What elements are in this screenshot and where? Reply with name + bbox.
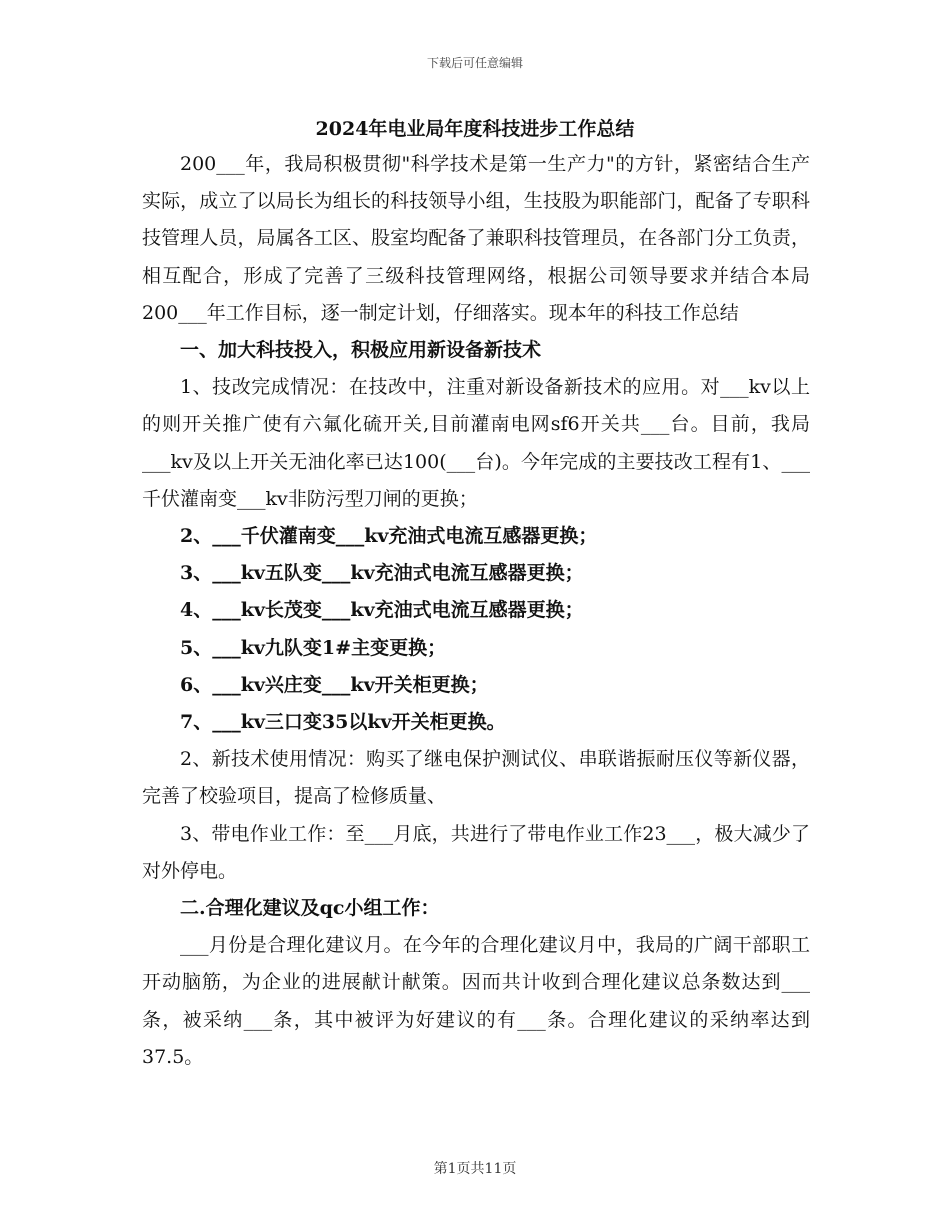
upgrade-item-7: 7、___kv三口变35以kv开关柜更换。 [180, 711, 506, 734]
live-work-paragraph: 3、带电作业工作：至___月底，共进行了带电作业工作23___，极大减少了对外停电。 [142, 822, 810, 882]
document-body [142, 146, 810, 1076]
new-tech-paragraph: 2、新技术使用情况：购买了继电保护测试仪、串联谐振耐压仪等新仪器，完善了校验项目，提高了检修质量、 [142, 748, 810, 808]
section-heading-1: 一、加大科技投入，积极应用新设备新技术 [180, 339, 542, 362]
upgrade-item-2: 2、___千伏灌南变___kv充油式电流互感器更换； [180, 525, 598, 548]
upgrade-item-5: 5、___kv九队变1#主变更换； [180, 636, 447, 659]
upgrade-item-6: 6、___kv兴庄变___kv开关柜更换； [180, 673, 489, 696]
section-heading-2: 二.合理化建议及qc小组工作： [180, 897, 440, 920]
intro-paragraph: 200___年，我局积极贯彻"科学技术是第一生产力"的方针，紧密结合生产实际，成立了以局长为组长的科技领导小组，生技股为职能部门，配备了专职科技管理人员，局属各工区、股室均配备了兼职科技管理员，在各部门分工负责，相互配合，形成了完善了三级科技管理网络，根据公司领导要求并结合本局200___年工作目标，逐一制定计划，仔细落实。现本年的科技工作总结 [142, 153, 810, 324]
page-footer: 第1页共11页 [433, 1161, 517, 1177]
header-note: 下载后可任意编辑 [426, 56, 523, 70]
tech-upgrade-paragraph: 1、技改完成情况：在技改中，注重对新设备新技术的应用。对___kv以上的则开关推广使有六氟化硫开关,目前灌南电网sf6开关共___台。目前，我局___kv及以上开关无油化率已达100(___台)。今年完成的主要技改工程有1、___千伏灌南变___kv非防污型刀闸的更换； [142, 376, 810, 510]
suggestion-paragraph: ___月份是合理化建议月。在今年的合理化建议月中，我局的广阔干部职工开动脑筋，为企业的进展献计献策。因而共计收到合理化建议总条数达到___条，被采纳___条，其中被评为好建议的有___条。合理化建议的采纳率达到37.5。 [142, 934, 810, 1068]
upgrade-item-4: 4、___kv长茂变___kv充油式电流互感器更换； [180, 599, 584, 622]
upgrade-item-3: 3、___kv五队变___kv充油式电流互感器更换； [180, 562, 584, 585]
document-title: 2024年电业局年度科技进步工作总结 [315, 118, 635, 140]
